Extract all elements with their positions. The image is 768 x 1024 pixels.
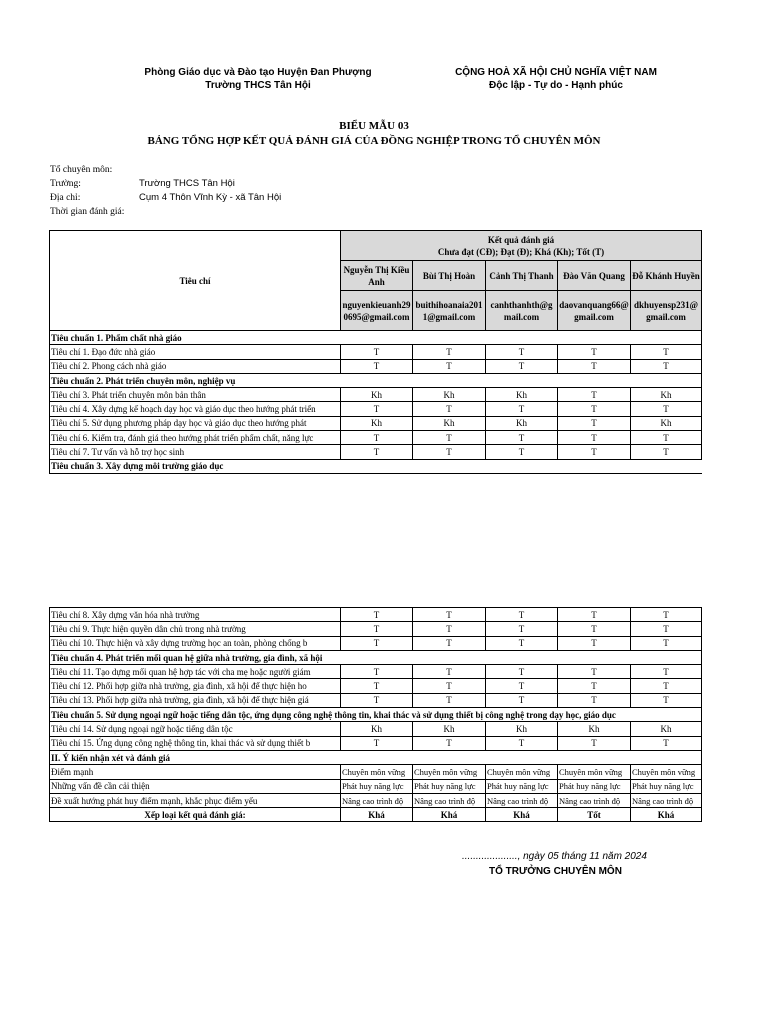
info-row-truong	[50, 177, 281, 191]
remark-cell: Phát huy năng lực	[631, 779, 702, 793]
section-title: Tiêu chuẩn 5. Sử dụng ngoại ngữ hoặc tiếng dân tộc, ứng dụng công nghệ thông tin, khai thác và sử dụng thiết bị công nghệ trong dạy học, giáo dục	[50, 708, 702, 722]
table-row	[50, 665, 702, 679]
table-row	[50, 345, 702, 359]
criteria-label: Tiêu chí 15. Ứng dụng công nghệ thông tin, khai thác và sử dụng thiết b	[50, 736, 341, 750]
rating-cell: T	[413, 665, 486, 679]
national-title: CỘNG HOÀ XÃ HỘI CHỦ NGHĨA VIỆT NAM	[455, 67, 657, 78]
rating-cell: T	[558, 679, 631, 693]
rating-cell: Kh	[341, 722, 413, 736]
table-row	[50, 693, 702, 707]
rating-cell: T	[486, 345, 558, 359]
rating-cell: T	[413, 608, 486, 622]
rating-cell: T	[558, 608, 631, 622]
table-row	[50, 388, 702, 402]
criteria-label: Tiêu chí 1. Đạo đức nhà giáo	[50, 345, 341, 359]
remark-cell: Nâng cao trình độ	[341, 793, 413, 807]
rating-cell: T	[341, 636, 413, 650]
rating-cell: T	[558, 431, 631, 445]
remark-row	[50, 793, 702, 807]
diachi-value: Cụm 4 Thôn Vĩnh Kỳ - xã Tân Hội	[139, 192, 282, 203]
remark-label: Những vấn đề cần cải thiện	[50, 779, 341, 793]
rating-cell: T	[413, 402, 486, 416]
remark-cell: Nâng cao trình độ	[558, 793, 631, 807]
teacher-email: buithihoanaia2011@gmail.com	[413, 291, 486, 331]
rating-cell: T	[558, 693, 631, 707]
remark-cell: Phát huy năng lực	[558, 779, 631, 793]
rating-cell: T	[341, 431, 413, 445]
rating-cell: Kh	[631, 416, 702, 430]
rating-cell: Kh	[341, 388, 413, 402]
remark-label: Đề xuất hướng phát huy điểm mạnh, khắc phục điểm yếu	[50, 793, 341, 807]
rating-cell: T	[631, 665, 702, 679]
final-row	[50, 808, 702, 822]
remark-cell: Chuyên môn vững	[413, 765, 486, 779]
criteria-label: Tiêu chí 7. Tư vấn và hỗ trợ học sinh	[50, 445, 341, 459]
rating-cell: T	[486, 636, 558, 650]
table-row	[50, 722, 702, 736]
rating-cell: T	[486, 693, 558, 707]
criteria-label: Tiêu chí 4. Xây dựng kế hoạch dạy học và giáo dục theo hướng phát triển	[50, 402, 341, 416]
remark-cell: Chuyên môn vững	[558, 765, 631, 779]
rating-cell: T	[341, 736, 413, 750]
national-motto: Độc lập - Tự do - Hạnh phúc	[489, 80, 623, 91]
rating-cell: T	[631, 693, 702, 707]
rating-cell: T	[558, 388, 631, 402]
rating-cell: T	[558, 359, 631, 373]
rating-cell: Kh	[486, 722, 558, 736]
table-row	[50, 431, 702, 445]
rating-cell: T	[631, 636, 702, 650]
result-header	[341, 231, 702, 261]
remark-cell: Nâng cao trình độ	[486, 793, 558, 807]
table-row	[50, 679, 702, 693]
criteria-label: Tiêu chí 14. Sử dụng ngoại ngữ hoặc tiếng dân tộc	[50, 722, 341, 736]
rating-cell: T	[413, 431, 486, 445]
remark-cell: Chuyên môn vững	[631, 765, 702, 779]
signature-date: ...................., ngày 05 tháng 11 năm 2024	[462, 851, 647, 862]
section-title: Tiêu chuẩn 4. Phát triển mối quan hệ giữa nhà trường, gia đình, xã hội	[50, 650, 702, 664]
teacher-email: canhthanhth@gmail.com	[486, 291, 558, 331]
table-row	[50, 736, 702, 750]
criteria-label: Tiêu chí 2. Phong cách nhà giáo	[50, 359, 341, 373]
department-name: Phòng Giáo dục và Đào tạo Huyện Đan Phượng	[144, 67, 372, 78]
header-right	[422, 66, 690, 92]
remark-cell: Nâng cao trình độ	[413, 793, 486, 807]
to-label: Tổ chuyên môn:	[50, 165, 113, 175]
rating-cell: T	[486, 679, 558, 693]
table-row	[50, 608, 702, 622]
final-label: Xếp loại kết quả đánh giá:	[50, 808, 341, 822]
rating-cell: T	[631, 736, 702, 750]
rating-cell: T	[341, 445, 413, 459]
evaluation-table-top	[49, 230, 702, 474]
info-row-thoigian	[50, 205, 281, 219]
school-name: Trường THCS Tân Hội	[205, 80, 311, 91]
rating-cell: T	[413, 693, 486, 707]
section-title: II. Ý kiến nhận xét và đánh giá	[50, 750, 702, 764]
rating-cell: T	[558, 636, 631, 650]
section-row	[50, 459, 702, 473]
teacher-name: Nguyễn Thị Kiều Anh	[341, 261, 413, 291]
rating-cell: T	[341, 359, 413, 373]
table-row	[50, 359, 702, 373]
section-title: Tiêu chuẩn 2. Phát triển chuyên môn, nghiệp vụ	[50, 373, 702, 387]
rating-cell: T	[413, 445, 486, 459]
teacher-name: Đỗ Khánh Huyền	[631, 261, 702, 291]
rating-cell: Kh	[631, 722, 702, 736]
rating-cell: T	[486, 445, 558, 459]
remark-cell: Chuyên môn vững	[341, 765, 413, 779]
form-number: BIỂU MẪU 03	[339, 120, 409, 132]
remark-cell: Phát huy năng lực	[341, 779, 413, 793]
section-row	[50, 750, 702, 764]
criteria-column-header: Tiêu chí	[50, 231, 341, 331]
section-title: Tiêu chuẩn 1. Phẩm chất nhà giáo	[50, 331, 702, 345]
rating-cell: T	[413, 736, 486, 750]
rating-cell: T	[486, 665, 558, 679]
rating-cell: T	[631, 359, 702, 373]
final-rating: Khá	[631, 808, 702, 822]
rating-cell: T	[486, 402, 558, 416]
section-row	[50, 373, 702, 387]
final-rating: Tốt	[558, 808, 631, 822]
rating-cell: T	[631, 431, 702, 445]
criteria-label: Tiêu chí 3. Phát triển chuyên môn bản thân	[50, 388, 341, 402]
truong-label: Trường:	[50, 179, 81, 189]
rating-cell: T	[341, 679, 413, 693]
rating-cell: T	[558, 736, 631, 750]
table-row	[50, 416, 702, 430]
result-legend: Chưa đạt (CĐ); Đạt (Đ); Khá (Kh); Tốt (T)	[437, 246, 605, 257]
section-row	[50, 650, 702, 664]
rating-cell: T	[413, 636, 486, 650]
rating-cell: T	[558, 622, 631, 636]
rating-cell: T	[631, 345, 702, 359]
teacher-name: Cảnh Thị Thanh	[486, 261, 558, 291]
rating-cell: T	[486, 359, 558, 373]
remark-cell: Phát huy năng lực	[413, 779, 486, 793]
rating-cell: T	[413, 359, 486, 373]
rating-cell: T	[413, 345, 486, 359]
section-row	[50, 708, 702, 722]
criteria-label: Tiêu chí 9. Thực hiện quyền dân chủ trong nhà trường	[50, 622, 341, 636]
rating-cell: Kh	[413, 416, 486, 430]
rating-cell: T	[558, 416, 631, 430]
rating-cell: Kh	[631, 388, 702, 402]
table-row	[50, 445, 702, 459]
rating-cell: T	[413, 622, 486, 636]
final-rating: Khá	[413, 808, 486, 822]
criteria-label: Tiêu chí 11. Tạo dựng mối quan hệ hợp tác với cha mẹ hoặc người giám	[50, 665, 341, 679]
rating-cell: T	[341, 665, 413, 679]
info-row-diachi	[50, 191, 281, 205]
table-row	[50, 636, 702, 650]
rating-cell: T	[486, 622, 558, 636]
teacher-email: nguyenkieuanh290695@gmail.com	[341, 291, 413, 331]
rating-cell: Kh	[341, 416, 413, 430]
rating-cell: Kh	[486, 416, 558, 430]
rating-cell: T	[341, 608, 413, 622]
rating-cell: T	[486, 736, 558, 750]
rating-cell: T	[341, 622, 413, 636]
header-left	[90, 66, 426, 92]
rating-cell: Kh	[558, 722, 631, 736]
rating-cell: T	[341, 693, 413, 707]
criteria-label: Tiêu chí 10. Thực hiện và xây dựng trường học an toàn, phòng chống b	[50, 636, 341, 650]
rating-cell: Kh	[486, 388, 558, 402]
section-title: Tiêu chuẩn 3. Xây dựng môi trường giáo dục	[50, 459, 702, 473]
rating-cell: Kh	[413, 388, 486, 402]
rating-cell: T	[413, 679, 486, 693]
rating-cell: T	[558, 345, 631, 359]
document-title: BẢNG TỔNG HỢP KẾT QUẢ ĐÁNH GIÁ CỦA ĐỒNG NGHIỆP TRONG TỔ CHUYÊN MÔN	[147, 135, 601, 147]
rating-cell: Kh	[413, 722, 486, 736]
info-block	[50, 163, 281, 219]
remark-row	[50, 765, 702, 779]
result-title: Kết quả đánh giá	[487, 234, 555, 245]
rating-cell: T	[486, 431, 558, 445]
rating-cell: T	[486, 608, 558, 622]
criteria-label: Tiêu chí 12. Phối hợp giữa nhà trường, gia đình, xã hội để thực hiện ho	[50, 679, 341, 693]
rating-cell: T	[631, 402, 702, 416]
teacher-name: Đào Văn Quang	[558, 261, 631, 291]
signature-title: TỔ TRƯỞNG CHUYÊN MÔN	[489, 866, 622, 877]
remark-cell: Nâng cao trình độ	[631, 793, 702, 807]
criteria-label: Tiêu chí 5. Sử dụng phương pháp dạy học và giáo dục theo hướng phát	[50, 416, 341, 430]
criteria-label: Tiêu chí 8. Xây dựng văn hóa nhà trường	[50, 608, 341, 622]
rating-cell: T	[558, 402, 631, 416]
criteria-label: Tiêu chí 6. Kiểm tra, đánh giá theo hướng phát triển phẩm chất, năng lực	[50, 431, 341, 445]
remark-cell: Chuyên môn vững	[486, 765, 558, 779]
final-rating: Khá	[486, 808, 558, 822]
rating-cell: T	[631, 445, 702, 459]
info-row-to	[50, 163, 281, 177]
rating-cell: T	[558, 445, 631, 459]
thoigian-label: Thời gian đánh giá:	[50, 207, 125, 217]
rating-cell: T	[558, 665, 631, 679]
table-row	[50, 402, 702, 416]
rating-cell: T	[341, 345, 413, 359]
rating-cell: T	[341, 402, 413, 416]
remark-label: Điểm mạnh	[50, 765, 341, 779]
teacher-email: daovanquang66@gmail.com	[558, 291, 631, 331]
rating-cell: T	[631, 608, 702, 622]
evaluation-table-bottom	[49, 607, 702, 822]
criteria-label: Tiêu chí 13. Phối hợp giữa nhà trường, gia đình, xã hội để thực hiện giá	[50, 693, 341, 707]
section-row	[50, 331, 702, 345]
rating-cell: T	[631, 622, 702, 636]
remark-row	[50, 779, 702, 793]
teacher-name: Bùi Thị Hoàn	[413, 261, 486, 291]
diachi-label: Địa chỉ:	[50, 193, 81, 203]
rating-cell: T	[631, 679, 702, 693]
final-rating: Khá	[341, 808, 413, 822]
truong-value: Trường THCS Tân Hội	[139, 178, 235, 189]
remark-cell: Phát huy năng lực	[486, 779, 558, 793]
table-row	[50, 622, 702, 636]
teacher-email: dkhuyensp231@gmail.com	[631, 291, 702, 331]
